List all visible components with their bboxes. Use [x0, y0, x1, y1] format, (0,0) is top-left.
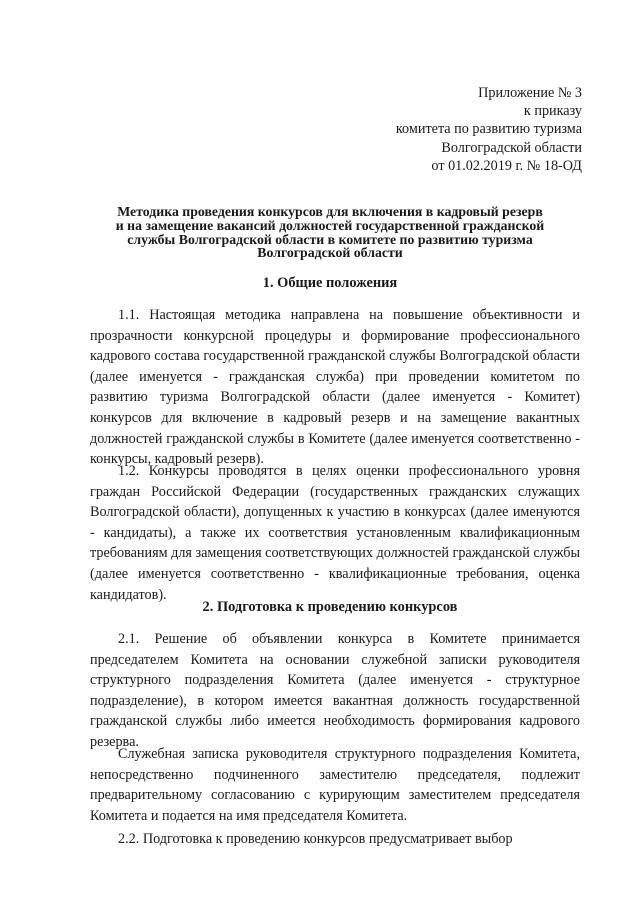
- annex-line-committee: комитета по развитию туризма: [395, 121, 582, 138]
- document-title-line: службы Волгоградской области в комитете по развитию туризма: [127, 231, 533, 247]
- document-title-line: Методика проведения конкурсов для включения в кадровый резерв: [117, 204, 543, 219]
- annex-line-to-order: к приказу: [523, 103, 582, 120]
- section-heading-general: 1. Общие положения: [262, 275, 398, 291]
- annex-line-region: Волгоградской области: [441, 139, 582, 156]
- paragraph-2-1: 2.1. Решение об объявлении конкурса в Комитете принимается председателем Комитета на основании служебной записки руководителя структурного подразделения Комитета (далее именуется - структурное подразделение), в котором имеется вакантная должность государственной гражданской службы либо имеется необходимость формирования кадрового резерва.: [90, 631, 580, 750]
- paragraph-1-1: 1.1. Настоящая методика направлена на повышение объективности и прозрачности конкурсной процедуры и формирование профессионального кадрового состава государственной гражданской службы Волгоградской области (далее именуется - гражданская служба) при проведении комитетом по развитию туризма Волгоградской области (далее именуется - Комитет) конкурсов для включение в кадровый резерв и на замещение вакантных должностей гражданской службы в Комитете (далее именуется соответственно - конкурсы, кадровый резерв).: [90, 307, 580, 468]
- section-heading-preparation: 2. Подготовка к проведению конкурсов: [202, 599, 458, 615]
- document-title-line: Волгоградской области: [257, 245, 403, 261]
- annex-block: [396, 84, 582, 175]
- annex-line-date-number: от 01.02.2019 г. № 18-ОД: [431, 157, 582, 174]
- annex-line-appendix-number: Приложение № 3: [478, 85, 582, 101]
- paragraph-1-2: 1.2. Конкурсы проводятся в целях оценки профессионального уровня граждан Российской Федерации (государственных гражданских служащих Волгоградской области), допущенных к участию в конкурсах (далее именуются - кандидаты), а также их соответствия установленным квалификационным требованиям для замещения соответствующих должностей гражданской службы (далее именуется соответственно - квалификационные требования, оценка кандидатов).: [90, 463, 580, 603]
- document-title: [95, 205, 565, 260]
- document-title-line: и на замещение вакансий должностей государственной гражданской: [115, 217, 545, 233]
- paragraph-2-2: 2.2. Подготовка к проведению конкурсов предусматривает выбор: [118, 831, 513, 847]
- paragraph-2-1-memo: Служебная записка руководителя структурного подразделения Комитета, непосредственно подчиненного заместителю председателя, подлежит предварительному согласованию с курирующим заместителем председателя Комитета и подается на имя председателя Комитета.: [90, 746, 580, 824]
